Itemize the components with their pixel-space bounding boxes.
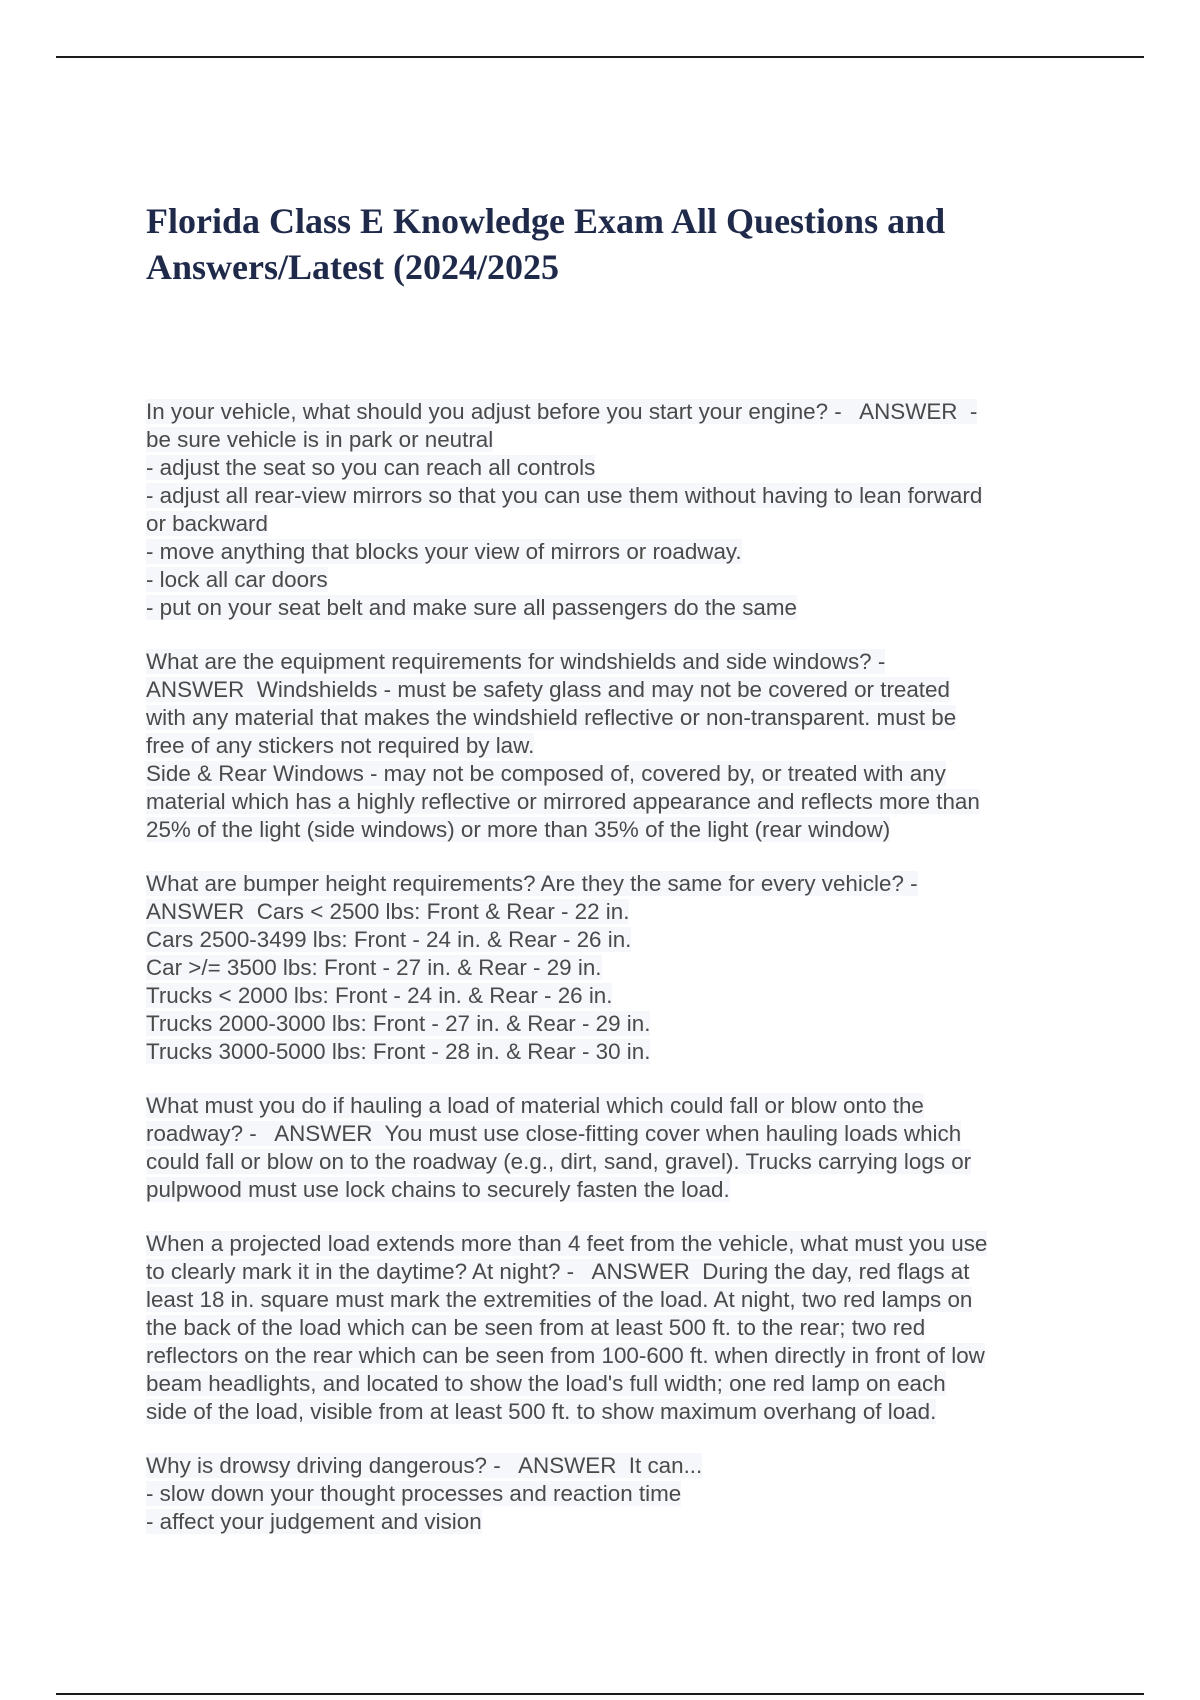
document-title <box>146 198 1066 290</box>
qa-item-hauling-load <box>146 1092 1066 1204</box>
qa-item-drowsy-driving <box>146 1452 1066 1536</box>
qa-line: When a projected load extends more than 4 feet from the vehicle, what must you use <box>146 1231 988 1256</box>
qa-line: side of the load, visible from at least 500 ft. to show maximum overhang of load. <box>146 1399 937 1424</box>
qa-line: ANSWER Cars < 2500 lbs: Front & Rear - 22 in. <box>146 899 630 924</box>
qa-line: Side & Rear Windows - may not be composed of, covered by, or treated with any <box>146 761 946 786</box>
qa-line: What must you do if hauling a load of material which could fall or blow onto the <box>146 1093 924 1118</box>
qa-line: be sure vehicle is in park or neutral <box>146 427 494 452</box>
qa-line: reflectors on the rear which can be seen from 100-600 ft. when directly in front of low <box>146 1343 985 1368</box>
bottom-divider <box>56 1693 1144 1695</box>
qa-list <box>146 398 1066 1562</box>
qa-item-seat-adjust <box>146 398 1066 622</box>
qa-line: - adjust the seat so you can reach all controls <box>146 455 596 480</box>
qa-line: ANSWER Windshields - must be safety glass and may not be covered or treated <box>146 677 950 702</box>
qa-line: Trucks 3000-5000 lbs: Front - 28 in. & Rear - 30 in. <box>146 1039 651 1064</box>
qa-line: could fall or blow on to the roadway (e.g., dirt, sand, gravel). Trucks carrying logs or <box>146 1149 972 1174</box>
qa-line: free of any stickers not required by law. <box>146 733 535 758</box>
qa-line: least 18 in. square must mark the extremities of the load. At night, two red lamps on <box>146 1287 973 1312</box>
qa-line: In your vehicle, what should you adjust before you start your engine? - ANSWER - <box>146 399 978 424</box>
qa-line: Why is drowsy driving dangerous? - ANSWER It can... <box>146 1453 703 1478</box>
qa-line: 25% of the light (side windows) or more than 35% of the light (rear window) <box>146 817 891 842</box>
qa-line: Car >/= 3500 lbs: Front - 27 in. & Rear - 29 in. <box>146 955 602 980</box>
qa-line: beam headlights, and located to show the load's full width; one red lamp on each <box>146 1371 946 1396</box>
qa-line: What are the equipment requirements for windshields and side windows? - <box>146 649 886 674</box>
qa-line: with any material that makes the windshield reflective or non-transparent. must be <box>146 705 957 730</box>
qa-line: What are bumper height requirements? Are they the same for every vehicle? - <box>146 871 918 896</box>
qa-line: pulpwood must use lock chains to securely fasten the load. <box>146 1177 730 1202</box>
qa-line: - put on your seat belt and make sure all passengers do the same <box>146 595 797 620</box>
qa-line: - slow down your thought processes and reaction time <box>146 1481 682 1506</box>
qa-line: Trucks < 2000 lbs: Front - 24 in. & Rear - 26 in. <box>146 983 613 1008</box>
qa-line: - lock all car doors <box>146 567 328 592</box>
qa-line: to clearly mark it in the daytime? At night? - ANSWER During the day, red flags at <box>146 1259 970 1284</box>
qa-line: Cars 2500-3499 lbs: Front - 24 in. & Rear - 26 in. <box>146 927 632 952</box>
qa-item-bumper-height <box>146 870 1066 1066</box>
title-line: Florida Class E Knowledge Exam All Questions and <box>146 201 946 241</box>
qa-item-windshields <box>146 648 1066 844</box>
qa-line: - move anything that blocks your view of mirrors or roadway. <box>146 539 742 564</box>
qa-item-projected-load <box>146 1230 1066 1426</box>
qa-line: or backward <box>146 511 268 536</box>
qa-line: - affect your judgement and vision <box>146 1509 482 1534</box>
qa-line: roadway? - ANSWER You must use close-fitting cover when hauling loads which <box>146 1121 962 1146</box>
qa-line: the back of the load which can be seen from at least 500 ft. to the rear; two red <box>146 1315 926 1340</box>
top-divider <box>56 56 1144 58</box>
title-line: Answers/Latest (2024/2025 <box>146 247 559 287</box>
qa-line: - adjust all rear-view mirrors so that you can use them without having to lean forward <box>146 483 983 508</box>
qa-line: material which has a highly reflective or mirrored appearance and reflects more than <box>146 789 980 814</box>
qa-line: Trucks 2000-3000 lbs: Front - 27 in. & Rear - 29 in. <box>146 1011 651 1036</box>
